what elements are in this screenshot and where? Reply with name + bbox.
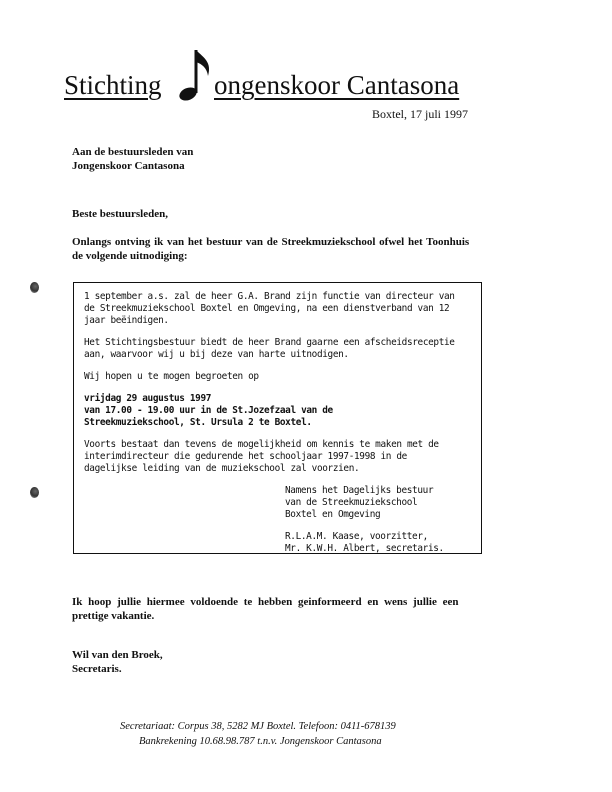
addressee-line: Jongenskoor Cantasona [72, 160, 185, 172]
on-behalf-line: Namens het Dagelijks bestuur [285, 485, 434, 496]
letterhead-word-jongenskoor: ongenskoor Cantasona [214, 70, 460, 100]
signatory-line: R.L.A.M. Kaase, voorzitter, [285, 531, 428, 542]
invitation-box [73, 282, 482, 554]
closing-line: prettige vakantie. [72, 610, 155, 622]
music-note-icon [174, 46, 216, 102]
on-behalf-line: van de Streekmuziekschool [285, 497, 418, 508]
footer-address: Secretariaat: Corpus 38, 5282 MJ Boxtel. Telefoon: 0411-678139 [120, 721, 396, 732]
event-date: vrijdag 29 augustus 1997 [84, 393, 212, 404]
invitation-line: dagelijkse leiding van de muziekschool zal voorzien. [84, 463, 360, 474]
invitation-line: Het Stichtingsbestuur biedt de heer Brand gaarne een afscheidsreceptie [84, 337, 455, 348]
invitation-line: de Streekmuziekschool Boxtel en Omgeving, na een dienstverband van 12 [84, 303, 450, 314]
addressee-line: Aan de bestuursleden van [72, 146, 194, 158]
letterhead [64, 46, 584, 102]
signatory-line: Mr. K.W.H. Albert, secretaris. [285, 543, 444, 554]
invitation-line: Wij hopen u te mogen begroeten op [84, 371, 259, 382]
invitation-line: jaar beëindigen. [84, 315, 169, 326]
on-behalf-line: Boxtel en Omgeving [285, 509, 381, 520]
signer-title: Secretaris. [72, 663, 122, 675]
signer-name: Wil van den Broek, [72, 649, 163, 661]
footer-bank: Bankrekening 10.68.98.787 t.n.v. Jongenskoor Cantasona [139, 736, 382, 747]
intro-line: de volgende uitnodiging: [72, 250, 188, 262]
place-date: Boxtel, 17 juli 1997 [372, 107, 468, 121]
salutation: Beste bestuursleden, [72, 208, 168, 220]
punch-hole [30, 487, 39, 498]
event-time-place: van 17.00 - 19.00 uur in de St.Jozefzaal van de [84, 405, 333, 416]
invitation-line: 1 september a.s. zal de heer G.A. Brand zijn functie van directeur van [84, 291, 455, 302]
letterhead-word-stichting: Stichting [64, 70, 162, 100]
punch-hole [30, 282, 39, 293]
closing-line: Ik hoop jullie hiermee voldoende te hebben geinformeerd en wens jullie een [72, 596, 459, 608]
invitation-line: Voorts bestaat dan tevens de mogelijkheid om kennis te maken met de [84, 439, 439, 450]
invitation-line: interimdirecteur die gedurende het schooljaar 1997-1998 in de [84, 451, 407, 462]
event-address: Streekmuziekschool, St. Ursula 2 te Boxtel. [84, 417, 312, 428]
invitation-line: aan, waarvoor wij u bij deze van harte uitnodigen. [84, 349, 349, 360]
intro-line: Onlangs ontving ik van het bestuur van de Streekmuziekschool ofwel het Toonhuis [72, 236, 470, 248]
